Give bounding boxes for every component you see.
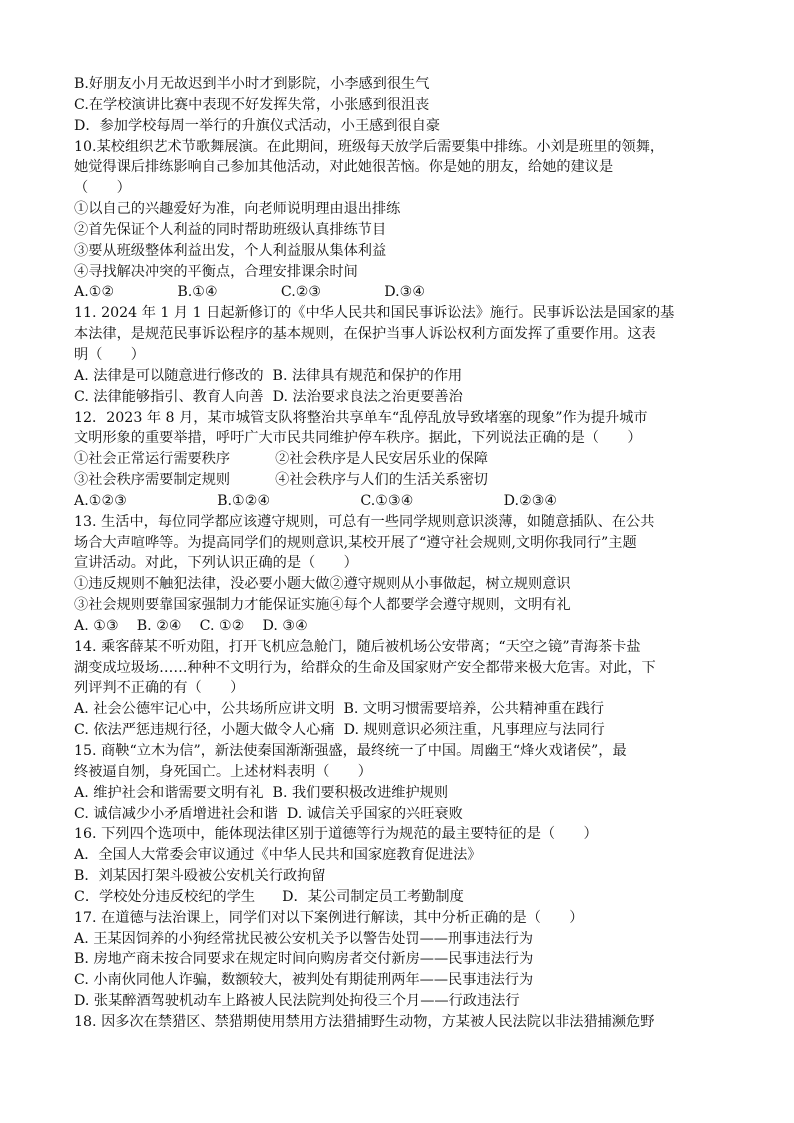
options-row: A.①②③ B.①②④ C.①③④ D.②③④ (74, 492, 558, 509)
question-15-text: 终被逼自刎，身死国亡。上述材料表明（ ） (74, 763, 372, 780)
question-10-text: 10.某校组织艺术节歌舞展演。在此期间，班级每天放学后需要集中排练。小刘是班里的领舞， (74, 138, 665, 155)
option-line: D. 张某醉酒驾驶机动车上路被人民法院判处拘役三个月——行政违法行 (74, 993, 520, 1010)
question-12-text: 12．2023 年 8 月，某市城管支队将整治共享单车“乱停乱放导致堵塞的现象”作为提升城市 (74, 409, 648, 426)
option-line: C. 小南伙同他人诈骗，数额较大，被判处有期徒刑两年——民事违法行为 (74, 972, 534, 989)
option-line: C.在学校演讲比赛中表现不好发挥失常，小张感到很沮丧 (74, 96, 430, 113)
question-13-text: 宣讲活动。对此，下列认识正确的是（ ） (74, 555, 358, 572)
question-15-text: 15. 商鞅“立木为信”，新法使秦国渐渐强盛，最终统一了中国。周幽王“烽火戏诸侯”，最 (74, 743, 627, 759)
option-line: D．参加学校每周一举行的升旗仪式活动，小王感到很自豪 (74, 117, 441, 134)
options-row: A. 维护社会和谐需要文明有礼 B. 我们要积极改进维护规则 (74, 784, 449, 801)
statement-row: ③社会规则要靠国家强制力才能保证实施④每个人都要学会遵守规则，文明有礼 (74, 597, 571, 614)
question-10-text: 她觉得课后排练影响自己参加其他活动，对此她很苦恼。你是她的朋友，给她的建议是 (74, 159, 614, 176)
question-17-text: 17. 在道德与法治课上，同学们对以下案例进行解读，其中分析正确的是（ ） (74, 909, 584, 926)
question-12-text: 文明形象的重要举措，呼吁广大市民共同维护停车秩序。据此，下列说法正确的是（ ） (74, 430, 642, 447)
option-line: B. 房地产商未按合同要求在规定时间向购房者交付新房——民事违法行为 (74, 951, 534, 968)
option-line: A. 王某因饲养的小狗经常扰民被公安机关予以警告处罚——刑事违法行为 (74, 930, 534, 947)
question-11-text: 明（ ） (74, 346, 145, 363)
option-line: B．刘某因打架斗殴被公安机关行政拘留 (74, 868, 326, 885)
option-line: A．全国人大常委会审议通过《中华人民共和国家庭教育促进法》 (74, 847, 482, 864)
statement-row: ①违反规则不触犯法律，没必要小题大做②遵守规则从小事做起，树立规则意识 (74, 576, 571, 593)
options-row: A.①② B.①④ C.②③ D.③④ (74, 284, 426, 301)
options-row: A. ①③ B. ②④ C. ①② D. ③④ (74, 617, 308, 634)
statement-row: ③社会秩序需要制定规则 ④社会秩序与人们的生活关系密切 (74, 472, 488, 489)
statement-row: ①社会正常运行需要秩序 ②社会秩序是人民安居乐业的保障 (74, 451, 488, 468)
options-row: C．学校处分违反校纪的学生 D．某公司制定员工考勤制度 (74, 888, 464, 905)
options-row: C. 诚信减少小矛盾增进社会和谐 D. 诚信关乎国家的兴旺衰败 (74, 805, 463, 822)
question-14-text: 列评判不正确的有（ ） (74, 680, 245, 697)
statement-line: ①以自己的兴趣爱好为准，向老师说明理由退出排练 (74, 201, 401, 218)
question-16-text: 16. 下列四个选项中，能体现法律区别于道德等行为规范的最主要特征的是（ ） (74, 826, 598, 843)
options-row: A. 社会公德牢记心中，公共场所应讲文明 B. 文明习惯需要培养，公共精神重在践行 (74, 701, 605, 718)
option-line: B.好朋友小月无故迟到半小时才到影院，小李感到很生气 (74, 76, 430, 92)
statement-line: ④寻找解决冲突的平衡点，合理安排课余时间 (74, 263, 358, 280)
options-row: C. 法律能够指引、教育人向善 D. 法治要求良法之治更要善治 (74, 388, 463, 405)
exam-page (74, 74, 734, 1033)
question-14-text: 湖变成垃圾场……种种不文明行为，给群众的生命及国家财产安全都带来极大危害。对此，下 (74, 659, 656, 676)
question-11-text: 本法律，是规范民事诉讼程序的基本规则，在保护当事人诉讼权利方面发挥了重要作用。这表 (74, 326, 656, 343)
question-11-text: 11. 2024 年 1 月 1 日起新修订的《中华人民共和国民事诉讼法》施行。民事诉讼法是国家的基 (74, 305, 675, 322)
question-13-text: 13. 生活中，每位同学都应该遵守规则，可总有一些同学规则意识淡薄，如随意插队、在公共 (74, 513, 655, 530)
options-row: C. 依法严惩违规行径，小题大做令人心痛 D. 规则意识必须注重，凡事理应与法同行 (74, 722, 605, 739)
statement-line: ②首先保证个人利益的同时帮助班级认真排练节目 (74, 221, 387, 238)
answer-bracket: （ ） (74, 180, 131, 197)
question-13-text: 场合大声喧哗等。为提高同学们的规则意识,某校开展了“遵守社会规则,文明你我同行”主题 (74, 534, 637, 551)
question-14-text: 14. 乘客薛某不听劝阻，打开飞机应急舱门，随后被机场公安带离；“天空之镜”青海茶卡盐 (74, 638, 641, 655)
statement-line: ③要从班级整体利益出发，个人利益服从集体利益 (74, 242, 387, 259)
options-row: A. 法律是可以随意进行修改的 B. 法律具有规范和保护的作用 (74, 367, 463, 384)
question-18-text: 18. 因多次在禁猎区、禁猎期使用禁用方法猎捕野生动物，方某被人民法院以非法猎捕濒危野 (74, 1013, 655, 1030)
